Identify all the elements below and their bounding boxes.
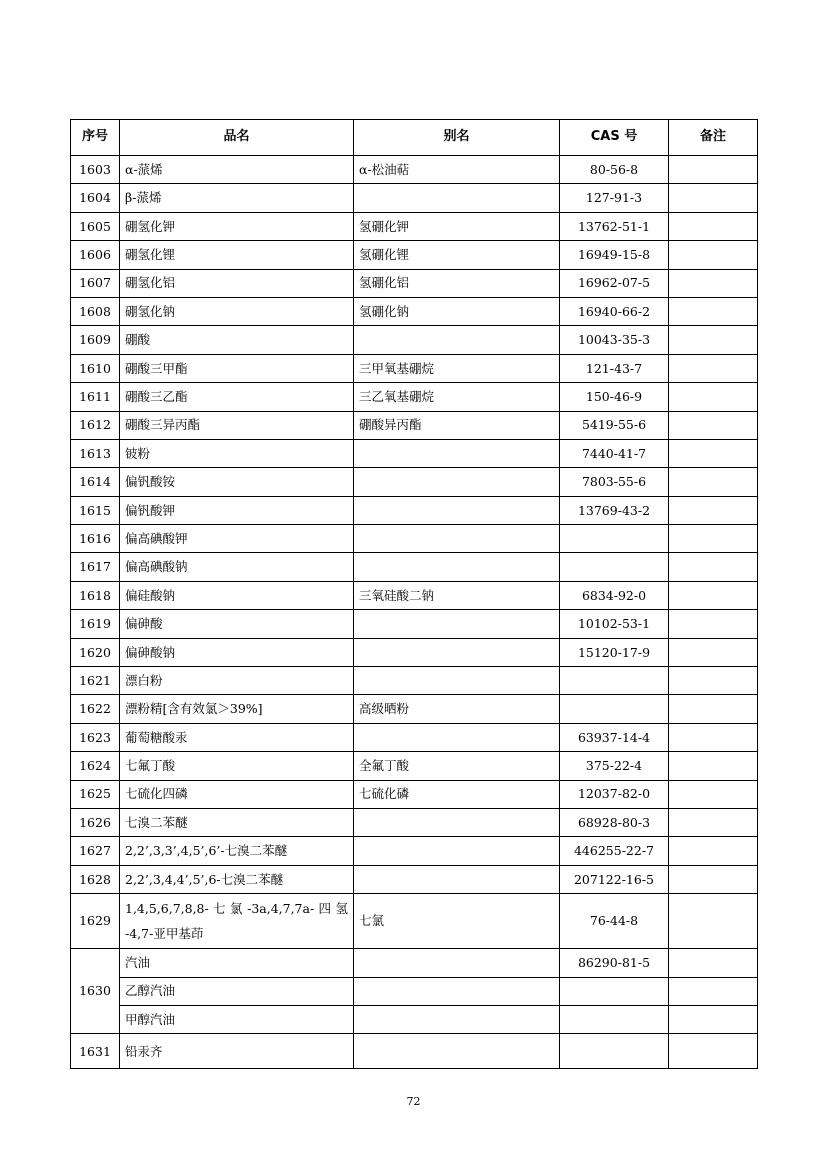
table-row [71, 638, 758, 666]
cas-number: 10102-53-1 [560, 610, 669, 638]
remark [669, 977, 758, 1005]
header-note: 备注 [669, 120, 758, 156]
cas-number: 80-56-8 [560, 156, 669, 184]
product-name: 硼氢化锂 [120, 241, 354, 269]
product-name: 乙醇汽油 [120, 977, 354, 1005]
table-header-row [71, 120, 758, 156]
table-row [71, 610, 758, 638]
table-row [71, 156, 758, 184]
remark [669, 496, 758, 524]
table-row [71, 354, 758, 382]
row-number: 1616 [71, 525, 120, 553]
cas-number: 7440-41-7 [560, 439, 669, 467]
remark [669, 610, 758, 638]
alias-name [354, 184, 560, 212]
row-number: 1615 [71, 496, 120, 524]
remark [669, 439, 758, 467]
cas-number [560, 1005, 669, 1033]
table-row [71, 468, 758, 496]
product-name: 铅汞齐 [120, 1034, 354, 1069]
remark [669, 695, 758, 723]
row-number: 1631 [71, 1034, 120, 1069]
table-row [71, 808, 758, 836]
product-name: 硼氢化铝 [120, 269, 354, 297]
remark [669, 184, 758, 212]
product-name: 漂粉精[含有效氯＞39%] [120, 695, 354, 723]
cas-number: 16962-07-5 [560, 269, 669, 297]
product-name: 硼氢化钾 [120, 212, 354, 240]
alias-name: α-松油萜 [354, 156, 560, 184]
header-no: 序号 [71, 120, 120, 156]
row-number: 1621 [71, 667, 120, 695]
remark [669, 949, 758, 977]
row-number: 1603 [71, 156, 120, 184]
cas-number: 127-91-3 [560, 184, 669, 212]
table-row [71, 184, 758, 212]
cas-number: 375-22-4 [560, 752, 669, 780]
cas-number: 63937-14-4 [560, 723, 669, 751]
alias-name: 氢硼化铝 [354, 269, 560, 297]
alias-name [354, 723, 560, 751]
row-number: 1604 [71, 184, 120, 212]
remark [669, 383, 758, 411]
alias-name [354, 638, 560, 666]
remark [669, 241, 758, 269]
alias-name [354, 667, 560, 695]
table-row [71, 326, 758, 354]
alias-name [354, 525, 560, 553]
remark [669, 752, 758, 780]
table-row [71, 581, 758, 609]
cas-number: 5419-55-6 [560, 411, 669, 439]
product-name: 七硫化四磷 [120, 780, 354, 808]
row-number: 1614 [71, 468, 120, 496]
table-row [71, 383, 758, 411]
alias-name: 全氟丁酸 [354, 752, 560, 780]
row-number: 1612 [71, 411, 120, 439]
product-name: 甲醇汽油 [120, 1005, 354, 1033]
table-row [71, 439, 758, 467]
row-number: 1622 [71, 695, 120, 723]
row-number: 1617 [71, 553, 120, 581]
product-name: 铍粉 [120, 439, 354, 467]
cas-number: 68928-80-3 [560, 808, 669, 836]
alias-name [354, 439, 560, 467]
alias-name: 七氯 [354, 894, 560, 949]
alias-name: 三甲氧基硼烷 [354, 354, 560, 382]
cas-number: 12037-82-0 [560, 780, 669, 808]
product-name: 2,2’,3,4,4’,5’,6-七溴二苯醚 [120, 865, 354, 893]
header-cas: CAS 号 [560, 120, 669, 156]
cas-number: 13769-43-2 [560, 496, 669, 524]
table-row [71, 752, 758, 780]
remark [669, 894, 758, 949]
cas-number [560, 695, 669, 723]
cas-number: 76-44-8 [560, 894, 669, 949]
remark [669, 354, 758, 382]
row-number: 1609 [71, 326, 120, 354]
row-number: 1630 [71, 949, 120, 1034]
table-row [71, 297, 758, 325]
remark [669, 553, 758, 581]
cas-number [560, 553, 669, 581]
remark [669, 468, 758, 496]
product-name: 偏高碘酸钾 [120, 525, 354, 553]
cas-number: 207122-16-5 [560, 865, 669, 893]
remark [669, 212, 758, 240]
alias-name [354, 1005, 560, 1033]
table-row [71, 865, 758, 893]
alias-name [354, 865, 560, 893]
row-number: 1605 [71, 212, 120, 240]
row-number: 1607 [71, 269, 120, 297]
product-name: 葡萄糖酸汞 [120, 723, 354, 751]
alias-name: 氢硼化钾 [354, 212, 560, 240]
chemical-table [70, 119, 758, 1069]
product-name: 偏砷酸钠 [120, 638, 354, 666]
alias-name: 七硫化磷 [354, 780, 560, 808]
row-number: 1625 [71, 780, 120, 808]
product-name: 七氟丁酸 [120, 752, 354, 780]
row-number: 1606 [71, 241, 120, 269]
cas-number: 121-43-7 [560, 354, 669, 382]
product-name: 偏钒酸铵 [120, 468, 354, 496]
row-number: 1613 [71, 439, 120, 467]
cas-number: 16940-66-2 [560, 297, 669, 325]
cas-number: 13762-51-1 [560, 212, 669, 240]
cas-number: 10043-35-3 [560, 326, 669, 354]
table-row [71, 553, 758, 581]
row-number: 1610 [71, 354, 120, 382]
remark [669, 269, 758, 297]
table-row [71, 525, 758, 553]
remark [669, 865, 758, 893]
remark [669, 1034, 758, 1069]
cas-number [560, 525, 669, 553]
cas-number [560, 667, 669, 695]
cas-number: 86290-81-5 [560, 949, 669, 977]
remark [669, 156, 758, 184]
product-name: 硼酸 [120, 326, 354, 354]
remark [669, 297, 758, 325]
product-name: 偏硅酸钠 [120, 581, 354, 609]
remark [669, 780, 758, 808]
remark [669, 1005, 758, 1033]
header-alias: 别名 [354, 120, 560, 156]
row-number: 1619 [71, 610, 120, 638]
remark [669, 667, 758, 695]
row-number: 1629 [71, 894, 120, 949]
remark [669, 638, 758, 666]
table-row [71, 780, 758, 808]
cas-number: 446255-22-7 [560, 837, 669, 865]
row-number: 1626 [71, 808, 120, 836]
remark [669, 411, 758, 439]
row-number: 1620 [71, 638, 120, 666]
alias-name [354, 837, 560, 865]
alias-name [354, 496, 560, 524]
product-name: 硼酸三乙酯 [120, 383, 354, 411]
alias-name [354, 610, 560, 638]
product-name: β-蒎烯 [120, 184, 354, 212]
table-row [71, 212, 758, 240]
remark [669, 581, 758, 609]
product-name: 七溴二苯醚 [120, 808, 354, 836]
cas-number: 6834-92-0 [560, 581, 669, 609]
product-name: 偏砷酸 [120, 610, 354, 638]
row-number: 1618 [71, 581, 120, 609]
alias-name [354, 808, 560, 836]
product-name: α-蒎烯 [120, 156, 354, 184]
table-row [71, 667, 758, 695]
remark [669, 326, 758, 354]
header-name: 品名 [120, 120, 354, 156]
table-body [71, 156, 758, 1069]
alias-name [354, 977, 560, 1005]
product-name: 偏钒酸钾 [120, 496, 354, 524]
table-row [71, 695, 758, 723]
product-name: 1,4,5,6,7,8,8- 七 氯 -3a,4,7,7a- 四 氢 -4,7-亚甲基茚 [120, 894, 354, 949]
alias-name: 三乙氧基硼烷 [354, 383, 560, 411]
remark [669, 837, 758, 865]
row-number: 1628 [71, 865, 120, 893]
cas-number [560, 1034, 669, 1069]
table-row [71, 496, 758, 524]
table-row [71, 269, 758, 297]
row-number: 1611 [71, 383, 120, 411]
product-name: 硼酸三异丙酯 [120, 411, 354, 439]
alias-name [354, 468, 560, 496]
row-number: 1624 [71, 752, 120, 780]
table-row [71, 1005, 758, 1033]
alias-name: 硼酸异丙酯 [354, 411, 560, 439]
product-name: 偏高碘酸钠 [120, 553, 354, 581]
table-row [71, 1034, 758, 1069]
row-number: 1627 [71, 837, 120, 865]
table-row [71, 949, 758, 977]
cas-number: 16949-15-8 [560, 241, 669, 269]
alias-name: 高级晒粉 [354, 695, 560, 723]
row-number: 1608 [71, 297, 120, 325]
alias-name: 氢硼化钠 [354, 297, 560, 325]
cas-number: 15120-17-9 [560, 638, 669, 666]
remark [669, 723, 758, 751]
product-name: 硼酸三甲酯 [120, 354, 354, 382]
alias-name [354, 949, 560, 977]
alias-name: 三氧硅酸二钠 [354, 581, 560, 609]
alias-name [354, 326, 560, 354]
cas-number: 150-46-9 [560, 383, 669, 411]
table-row [71, 411, 758, 439]
remark [669, 808, 758, 836]
page-number: 72 [406, 1095, 421, 1108]
table-row [71, 837, 758, 865]
table-row [71, 977, 758, 1005]
cas-number [560, 977, 669, 1005]
row-number: 1623 [71, 723, 120, 751]
table-row [71, 241, 758, 269]
alias-name: 氢硼化锂 [354, 241, 560, 269]
product-name: 汽油 [120, 949, 354, 977]
cas-number: 7803-55-6 [560, 468, 669, 496]
product-name: 硼氢化钠 [120, 297, 354, 325]
table-row [71, 723, 758, 751]
alias-name [354, 553, 560, 581]
product-name: 2,2’,3,3’,4,5’,6’-七溴二苯醚 [120, 837, 354, 865]
product-name: 漂白粉 [120, 667, 354, 695]
alias-name [354, 1034, 560, 1069]
remark [669, 525, 758, 553]
table-row [71, 894, 758, 949]
